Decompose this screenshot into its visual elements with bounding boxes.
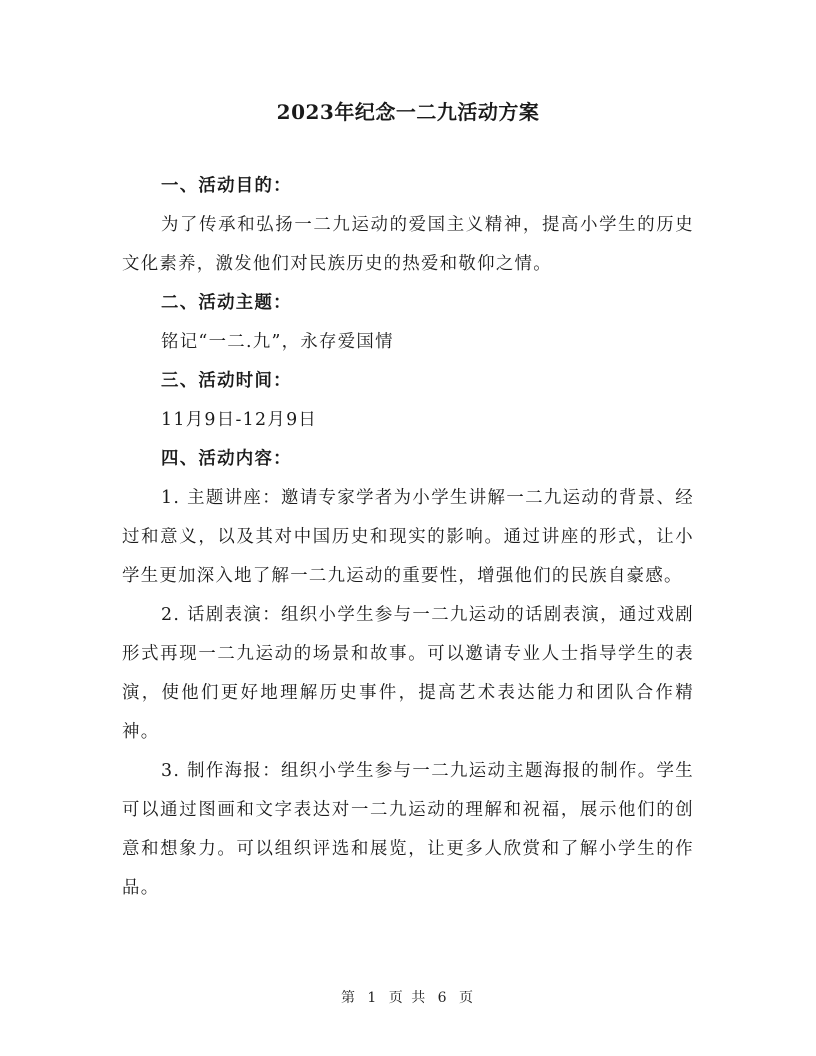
footer-current-page: 1 xyxy=(367,990,379,1006)
footer-prefix: 第 xyxy=(340,990,357,1006)
paragraph-lecture: 1. 主题讲座：邀请专家学者为小学生讲解一二九运动的背景、经过和意义，以及其对中国历史和现实的影响。通过讲座的形式，让小学生更加深入地了解一二九运动的重要性，增强他们的民族自豪感。 xyxy=(122,488,694,586)
page-footer xyxy=(0,988,816,1008)
paragraph-poster: 3. 制作海报：组织小学生参与一二九运动主题海报的制作。学生可以通过图画和文字表达对一二九运动的理解和祝福，展示他们的创意和想象力。可以组织评选和展览，让更多人欣赏和了解小学生的作品。 xyxy=(122,761,694,898)
section-heading-theme: 二、活动主题： xyxy=(161,293,292,313)
section-heading-purpose: 一、活动目的： xyxy=(161,176,292,196)
footer-total-pages: 6 xyxy=(437,990,449,1006)
paragraph-theme: 铭记“一二.九”，永存爱国情 xyxy=(161,332,394,352)
paragraph-drama: 2. 话剧表演：组织小学生参与一二九运动的话剧表演，通过戏剧形式再现一二九运动的场景和故事。可以邀请专业人士指导学生的表演，使他们更好地理解历史事件，提高艺术表达能力和团队合作精神。 xyxy=(122,605,694,742)
section-heading-content: 四、活动内容： xyxy=(161,449,292,469)
paragraph-time: 11月9日-12月9日 xyxy=(161,410,318,430)
footer-suffix: 页 xyxy=(459,990,476,1006)
document-body xyxy=(122,167,694,908)
footer-mid: 页 共 xyxy=(388,990,428,1006)
document-title: 2023年纪念一二九活动方案 xyxy=(276,100,540,124)
section-heading-time: 三、活动时间： xyxy=(161,371,292,391)
paragraph-purpose: 为了传承和弘扬一二九运动的爱国主义精神，提高小学生的历史文化素养，激发他们对民族历史的热爱和敬仰之情。 xyxy=(122,215,694,274)
